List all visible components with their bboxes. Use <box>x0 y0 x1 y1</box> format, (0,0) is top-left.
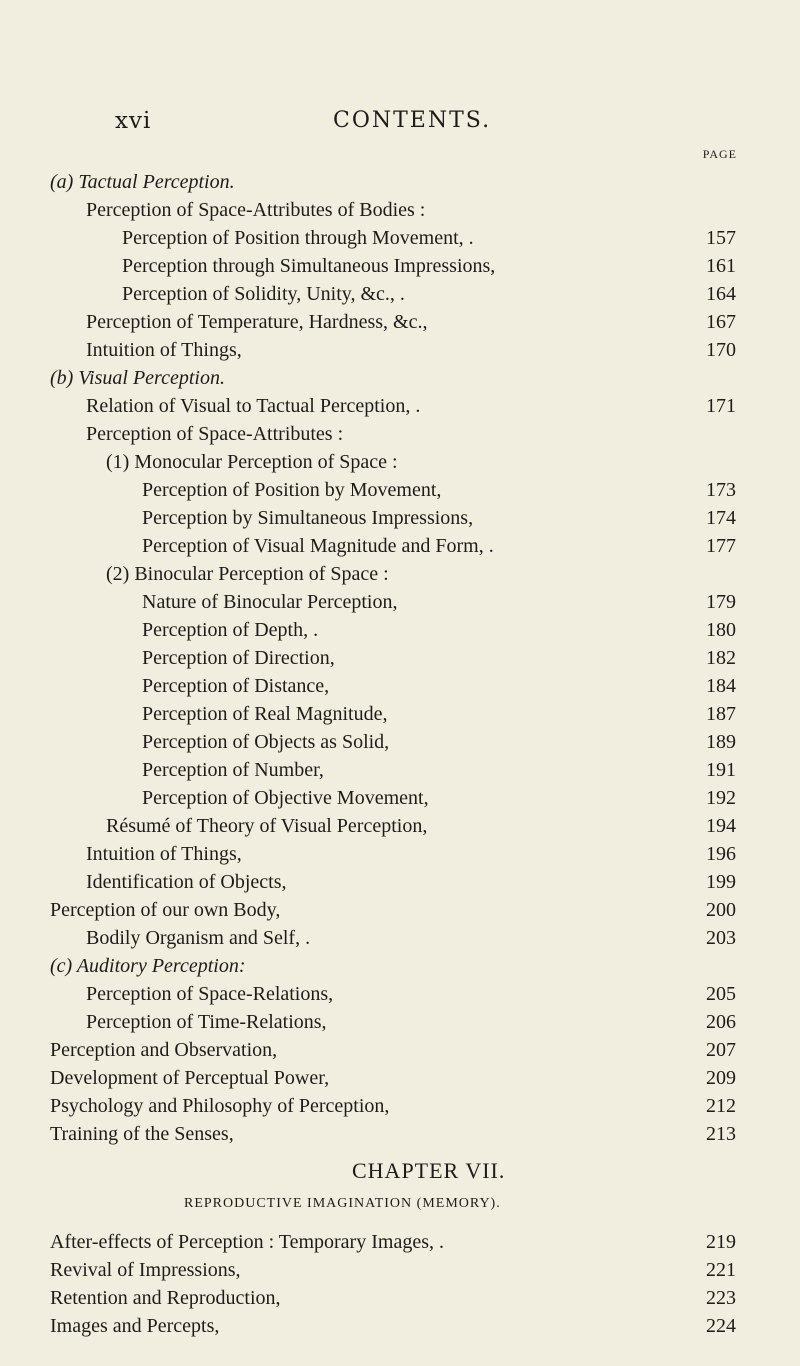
toc-entry-title: Perception of our own Body, <box>50 899 281 921</box>
chapter-toc-entry-title: Retention and Reproduction, <box>50 1287 281 1309</box>
chapter-toc-entry-page: 219 <box>706 1231 736 1253</box>
toc-entry-title: Training of the Senses, <box>50 1123 234 1145</box>
toc-entry <box>122 252 736 280</box>
toc-entry-title: (1) Monocular Perception of Space : <box>106 451 398 473</box>
toc-entry-page: 191 <box>706 759 736 781</box>
toc-entry-page: 179 <box>706 591 736 613</box>
toc-entry-page: 171 <box>706 395 736 417</box>
toc-entry <box>50 1092 736 1120</box>
toc-entry-page: 205 <box>706 983 736 1005</box>
toc-entry <box>86 308 736 336</box>
chapter-toc-entry-title: Revival of Impressions, <box>50 1259 241 1281</box>
toc-entry <box>142 504 736 532</box>
toc-entry-title: Perception of Real Magnitude, <box>142 703 388 725</box>
toc-entry-page: 206 <box>706 1011 736 1033</box>
chapter-toc-entry <box>50 1228 736 1256</box>
toc-entry <box>122 224 736 252</box>
toc-entry-page: 161 <box>706 255 736 277</box>
toc-entry <box>86 924 736 952</box>
toc-entry <box>142 476 736 504</box>
toc-entry <box>50 1064 736 1092</box>
toc-entry-title: Perception and Observation, <box>50 1039 278 1061</box>
toc-entry-page: 167 <box>706 311 736 333</box>
toc-entry <box>142 784 736 812</box>
chapter-toc-entry-page: 223 <box>706 1287 736 1309</box>
chapter-toc-entry-title: Images and Percepts, <box>50 1315 220 1337</box>
toc-entry <box>142 728 736 756</box>
chapter-subtitle: REPRODUCTIVE IMAGINATION (MEMORY). <box>184 1196 501 1211</box>
toc-entry <box>86 336 736 364</box>
toc-entry <box>142 672 736 700</box>
toc-entry-page: 164 <box>706 283 736 305</box>
toc-entry-title: (c) Auditory Perception: <box>50 955 246 977</box>
toc-entry-page: 196 <box>706 843 736 865</box>
toc-entry-page: 187 <box>706 703 736 725</box>
toc-entry <box>86 420 736 448</box>
toc-entry-title: Perception of Depth, . <box>142 619 319 641</box>
toc-entry <box>50 168 736 196</box>
toc-entry-page: 192 <box>706 787 736 809</box>
toc-entry-title: Identification of Objects, <box>86 871 287 893</box>
chapter-toc-entry-page: 224 <box>706 1315 736 1337</box>
toc-entry-page: 174 <box>706 507 736 529</box>
toc-entry-title: (a) Tactual Perception. <box>50 171 235 193</box>
toc-entry-title: Perception of Objective Movement, <box>142 787 429 809</box>
toc-entry-page: 203 <box>706 927 736 949</box>
toc-entry-page: 182 <box>706 647 736 669</box>
toc-entry-title: (2) Binocular Perception of Space : <box>106 563 389 585</box>
chapter-toc-entry <box>50 1284 736 1312</box>
toc-entry <box>86 392 736 420</box>
toc-entry-page: 200 <box>706 899 736 921</box>
toc-entry-title: Perception of Space-Relations, <box>86 983 334 1005</box>
toc-entry-page: 213 <box>706 1123 736 1145</box>
toc-entry-title: Perception of Distance, <box>142 675 330 697</box>
toc-entry-title: Relation of Visual to Tactual Perception, . <box>86 395 421 417</box>
toc-entry <box>142 588 736 616</box>
toc-entry-page: 199 <box>706 871 736 893</box>
toc-entry <box>106 448 736 476</box>
toc-entry <box>86 196 736 224</box>
toc-entry <box>106 812 736 840</box>
toc-entry <box>86 980 736 1008</box>
page-title: CONTENTS. <box>333 108 492 133</box>
toc-entry-title: Perception of Direction, <box>142 647 335 669</box>
toc-entry <box>86 868 736 896</box>
toc-entry-page: 184 <box>706 675 736 697</box>
toc-entry-page: 173 <box>706 479 736 501</box>
toc-entry <box>106 560 736 588</box>
toc-entry-title: Intuition of Things, <box>86 339 242 361</box>
chapter-toc-entry-page: 221 <box>706 1259 736 1281</box>
page-header <box>0 108 800 138</box>
toc-entry-title: Nature of Binocular Perception, <box>142 591 398 613</box>
toc-entry <box>50 1120 736 1148</box>
toc-entry <box>50 364 736 392</box>
toc-entry-title: Bodily Organism and Self, . <box>86 927 311 949</box>
toc-entry-title: Perception of Position through Movement, . <box>122 227 474 249</box>
toc-entry-title: Perception of Objects as Solid, <box>142 731 390 753</box>
toc-entry-title: Perception of Visual Magnitude and Form, . <box>142 535 494 557</box>
toc-entry <box>142 756 736 784</box>
toc-entry-title: Perception of Solidity, Unity, &c., . <box>122 283 405 305</box>
toc-entry <box>50 896 736 924</box>
toc-entry <box>50 952 736 980</box>
toc-entry-title: Perception through Simultaneous Impressions, <box>122 255 496 277</box>
toc-entry-title: Intuition of Things, <box>86 843 242 865</box>
toc-entry-page: 189 <box>706 731 736 753</box>
toc-entry-title: Psychology and Philosophy of Perception, <box>50 1095 390 1117</box>
toc-entry-page: 157 <box>706 227 736 249</box>
toc-entry <box>142 644 736 672</box>
toc-entry-title: Perception of Space-Attributes : <box>86 423 344 445</box>
chapter-toc-entry <box>50 1256 736 1284</box>
page-number: xvi <box>115 108 152 134</box>
chapter-toc-entry-title: After-effects of Perception : Temporary Images, . <box>50 1231 444 1253</box>
toc-entry-title: Perception of Time-Relations, <box>86 1011 327 1033</box>
toc-entry <box>50 1036 736 1064</box>
toc-entry-page: 194 <box>706 815 736 837</box>
toc-entry <box>122 280 736 308</box>
toc-entry <box>142 616 736 644</box>
toc-entry <box>86 1008 736 1036</box>
toc-entry-title: Perception of Space-Attributes of Bodies : <box>86 199 426 221</box>
toc-entry-title: (b) Visual Perception. <box>50 367 225 389</box>
chapter-title: CHAPTER VII. <box>352 1158 506 1183</box>
toc-entry-page: 209 <box>706 1067 736 1089</box>
page-column-label: PAGE <box>702 147 737 161</box>
toc-entry <box>142 700 736 728</box>
toc-entry-title: Perception of Position by Movement, <box>142 479 442 501</box>
chapter-toc-entry <box>50 1312 736 1340</box>
toc-entry-page: 212 <box>706 1095 736 1117</box>
toc-entry <box>86 840 736 868</box>
toc-entry-page: 180 <box>706 619 736 641</box>
toc-entry-title: Development of Perceptual Power, <box>50 1067 330 1089</box>
toc-entry-title: Résumé of Theory of Visual Perception, <box>106 815 428 837</box>
toc-entry-title: Perception by Simultaneous Impressions, <box>142 507 474 529</box>
toc-entry-page: 207 <box>706 1039 736 1061</box>
toc-entry-page: 177 <box>706 535 736 557</box>
toc-entry-title: Perception of Number, <box>142 759 324 781</box>
toc-entry <box>142 532 736 560</box>
toc-entry-page: 170 <box>706 339 736 361</box>
toc-entry-title: Perception of Temperature, Hardness, &c., <box>86 311 428 333</box>
